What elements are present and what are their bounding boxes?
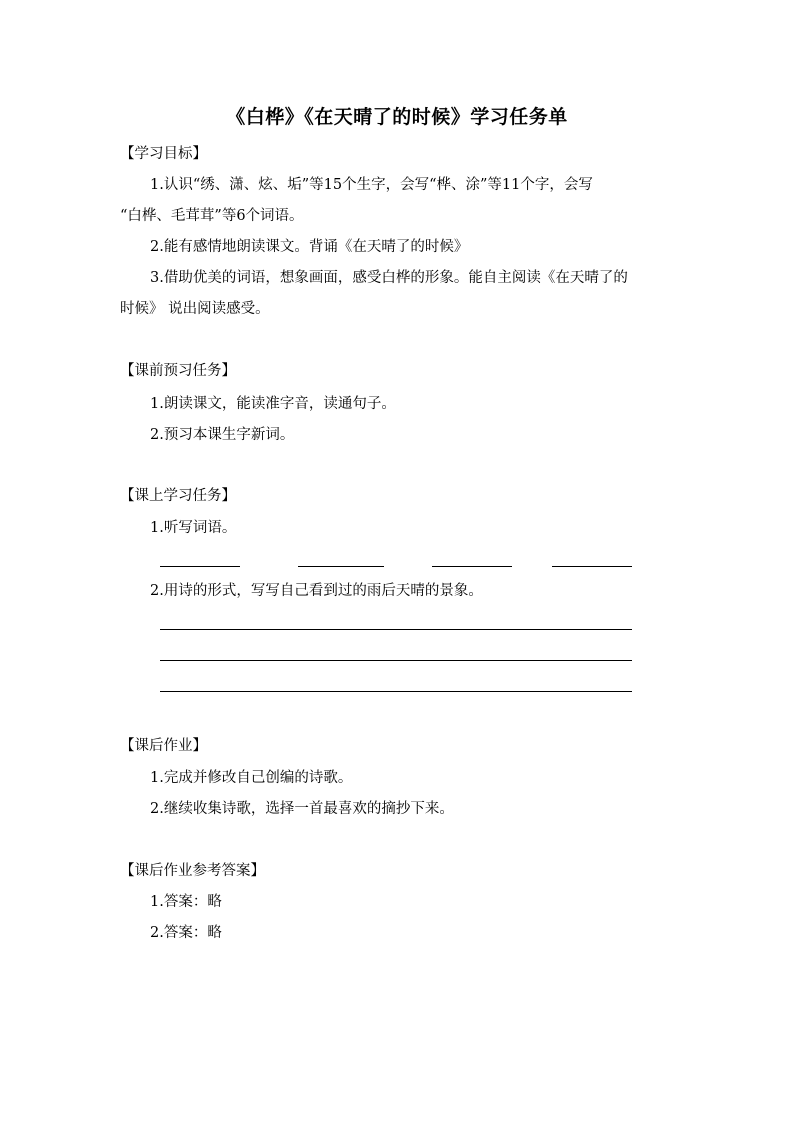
homework-item-2: 2.继续收集诗歌，选择一首最喜欢的摘抄下来。 (150, 801, 454, 817)
answer-item-2: 2.答案：略 (150, 925, 222, 941)
dictation-blank-2[interactable] (298, 566, 384, 567)
preview-heading: 【课前预习任务】 (120, 363, 236, 379)
inclass-item-1: 1.听写词语。 (150, 520, 237, 536)
dictation-blank-1[interactable] (160, 566, 240, 567)
writing-line-3[interactable] (160, 691, 632, 692)
dictation-blank-3[interactable] (432, 566, 512, 567)
homework-heading: 【课后作业】 (120, 738, 207, 754)
objective-1-line-1: 1.认识“绣、潇、炫、垢”等15个生字，会写“桦、涂”等11个字，会写 (150, 177, 593, 193)
writing-line-1[interactable] (160, 629, 632, 630)
answers-heading: 【课后作业参考答案】 (120, 863, 265, 879)
objective-1-line-2: “白桦、毛茸茸”等6个词语。 (120, 208, 304, 224)
homework-item-1: 1.完成并修改自己创编的诗歌。 (150, 770, 353, 786)
objective-3-line-2: 时候》 说出阅读感受。 (120, 301, 270, 317)
inclass-item-2: 2.用诗的形式，写写自己看到过的雨后天晴的景象。 (150, 583, 483, 599)
objective-2: 2.能有感情地朗读课文。背诵《在天晴了的时候》 (150, 239, 469, 255)
page-title: 《白桦》《在天晴了的时候》学习任务单 (226, 106, 568, 128)
preview-item-1: 1.朗读课文，能读准字音，读通句子。 (150, 396, 396, 412)
dictation-blank-4[interactable] (552, 566, 632, 567)
answer-item-1: 1.答案：略 (150, 894, 222, 910)
writing-line-2[interactable] (160, 660, 632, 661)
preview-item-2: 2.预习本课生字新词。 (150, 427, 295, 443)
objective-3-line-1: 3.借助优美的词语，想象画面，感受白桦的形象。能自主阅读《在天晴了的 (150, 270, 628, 286)
inclass-heading: 【课上学习任务】 (120, 488, 236, 504)
objectives-heading: 【学习目标】 (120, 146, 207, 162)
